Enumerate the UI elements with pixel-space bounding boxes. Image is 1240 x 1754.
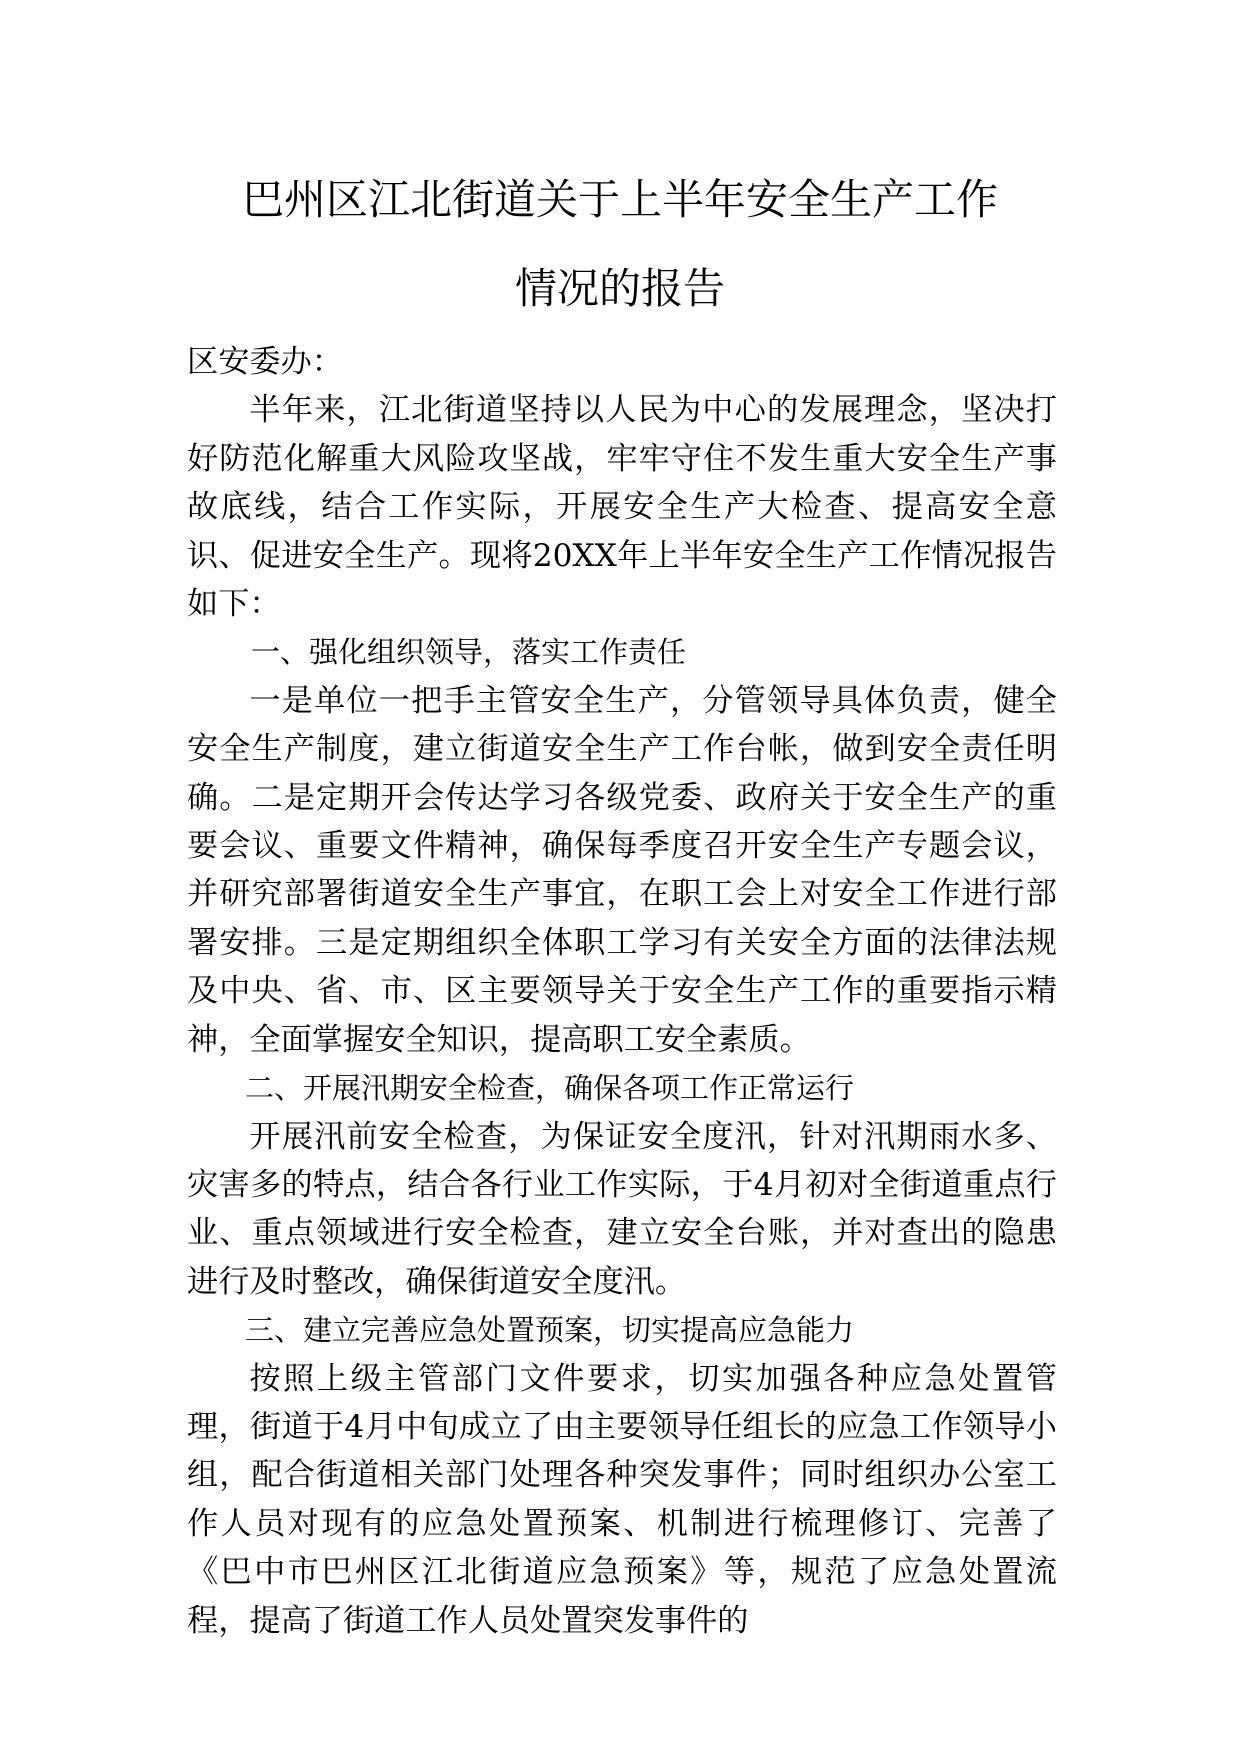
section-1-heading: 一、强化组织领导，落实工作责任 — [251, 635, 687, 670]
section-3-paragraph: 按照上级主管部门文件要求，切实加强各种应急处置管理，街道于4月中旬成立了由主要领导任组长的应急工作领导小组，配合街道相关部门处理各种突发事件；同时组织办公室工作人员对现有的应急处置预案、机制进行梳理修订、完善了《巴中市巴州区江北街道应急预案》等，规范了应急处置流程，提高了街道工作人员处置突发事件的 — [187, 1360, 1057, 1639]
intro-paragraph: 半年来，江北街道坚持以人民为中心的发展理念，坚决打好防范化解重大风险攻坚战，牢牢守住不发生重大安全生产事故底线，结合工作实际，开展安全生产大检查、提高安全意识、促进安全生产。现将20XX年上半年安全生产工作情况报告如下： — [187, 392, 1057, 623]
section-2-heading: 二、开展汛期安全检查，确保各项工作正常运行 — [245, 1071, 855, 1106]
section-2-paragraph: 开展汛前安全检查，为保证安全度汛，针对汛期雨水多、灾害多的特点，结合各行业工作实际，于4月初对全街道重点行业、重点领域进行安全检查，建立安全台账，并对查出的隐患进行及时整改，确保街道安全度汛。 — [187, 1118, 1057, 1300]
section-3-heading: 三、建立完善应急处置预案，切实提高应急能力 — [245, 1313, 855, 1348]
document-title-line-2: 情况的报告 — [514, 264, 725, 313]
section-1-paragraph: 一是单位一把手主管安全生产，分管领导具体负责，健全安全生产制度，建立街道安全生产工作台帐，做到安全责任明确。二是定期开会传达学习各级党委、政府关于安全生产的重要会议、重要文件精神，确保每季度召开安全生产专题会议，并研究部署街道安全生产事宜，在职工会上对安全工作进行部署安排。三是定期组织全体职工学习有关安全方面的法律法规及中央、省、市、区主要领导关于安全生产工作的重要指示精神，全面掌握安全知识，提高职工安全素质。 — [187, 682, 1057, 1058]
document-body — [187, 338, 1057, 1645]
salutation: 区安委办： — [187, 344, 343, 380]
document-title-line-1: 巴州区江北街道关于上半年安全生产工作 — [241, 175, 998, 224]
